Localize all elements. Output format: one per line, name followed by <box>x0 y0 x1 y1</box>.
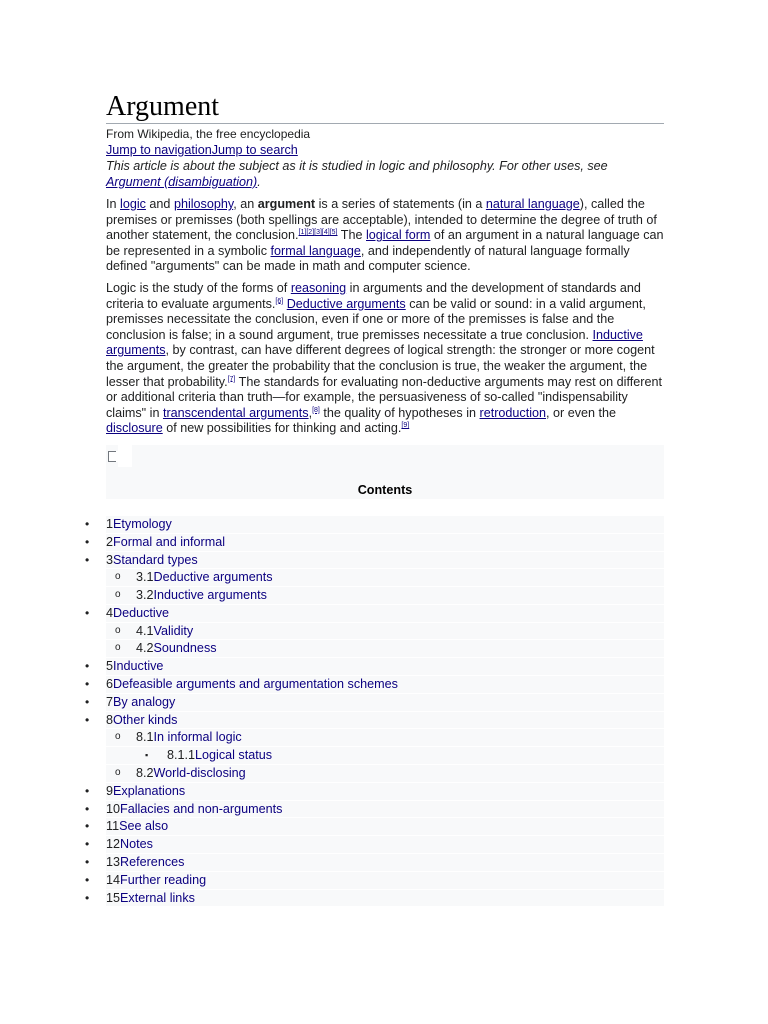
toc-item-label[interactable]: Standard types <box>113 552 198 567</box>
toc-item-label[interactable]: By analogy <box>113 694 176 709</box>
text: of an argument in a natural language can be represented in a symbolic <box>106 228 664 258</box>
toc-item-number: 6 <box>106 677 114 692</box>
circle-bullet-icon: o <box>115 589 121 601</box>
toc-item-number: 9 <box>106 783 114 798</box>
citation-2[interactable]: [2] <box>306 229 315 236</box>
disc-bullet-icon: • <box>85 534 90 549</box>
toc-item-label[interactable]: Inductive arguments <box>153 588 267 603</box>
toc-item[interactable] <box>106 747 664 765</box>
toc-item-number: 3.2 <box>136 588 154 603</box>
toc-item-number: 2 <box>106 534 114 549</box>
toc-item-number: 4 <box>106 605 114 620</box>
intro-paragraph-2 <box>106 281 664 437</box>
toc-item-label[interactable]: Validity <box>153 623 194 638</box>
toc-item-label[interactable]: Notes <box>120 837 153 852</box>
citation-group <box>299 229 338 236</box>
citation-wrap <box>401 422 409 429</box>
circle-bullet-icon: o <box>115 571 121 583</box>
deductive-arguments-link[interactable]: Deductive arguments <box>286 296 406 311</box>
toc-item-number: 8.1 <box>136 730 154 745</box>
hatnote-text: This article is about the subject as it is studied in logic and philosophy. For other uses, see <box>106 159 608 173</box>
toc-item-number: 4.1 <box>136 623 154 638</box>
toc-item-label[interactable]: Fallacies and non-arguments <box>120 801 283 816</box>
toc-list <box>85 516 664 908</box>
text: in arguments and the development of standards and criteria to evaluate arguments. <box>106 280 641 311</box>
citation-1[interactable]: [1] <box>298 229 307 236</box>
text: In <box>106 197 121 211</box>
text: ), called the premises or premisses (both spellings are acceptable), intended to determine the degree of truth of another statement, the conclusion. <box>106 197 657 243</box>
text: , and independently of natural language formally defined "arguments" can be made in math and computer science. <box>106 243 630 274</box>
toc-item[interactable] <box>106 569 664 587</box>
toc-item[interactable] <box>106 587 664 605</box>
transcendental-arguments-link[interactable]: transcendental arguments <box>162 405 309 420</box>
toc-item[interactable] <box>106 640 664 658</box>
text: , <box>308 405 313 420</box>
toc-item[interactable] <box>85 605 664 623</box>
toc-item-label[interactable]: Further reading <box>120 872 207 887</box>
toc-item[interactable] <box>106 729 664 747</box>
circle-bullet-icon: o <box>115 642 121 654</box>
circle-bullet-icon: o <box>115 767 121 779</box>
citation-5[interactable]: [5] <box>329 229 338 236</box>
toc-item-number: 12 <box>106 837 121 852</box>
toc-item-number: 1 <box>106 516 114 531</box>
circle-bullet-icon: o <box>115 624 121 636</box>
toc-item-label[interactable]: See also <box>119 819 169 834</box>
toc-item-number: 11 <box>106 819 120 834</box>
toc-item-label[interactable]: Soundness <box>153 641 217 656</box>
jump-to-navigation-link[interactable]: Jump to navigation <box>106 143 212 157</box>
jump-to-search-link[interactable]: Jump to search <box>211 143 298 157</box>
toc-header <box>106 445 664 499</box>
logical-form-link[interactable]: logical form <box>366 228 431 243</box>
disc-bullet-icon: • <box>85 783 90 798</box>
toc-item[interactable] <box>85 658 664 676</box>
disc-bullet-icon: • <box>85 837 90 852</box>
toc-item-number: 5 <box>106 659 114 674</box>
toc-item-number: 8.1.1 <box>167 748 196 763</box>
toc-item-label[interactable]: World-disclosing <box>153 766 246 781</box>
disc-bullet-icon: • <box>85 872 90 887</box>
toc-item-number: 7 <box>106 694 114 709</box>
toc-item-number: 15 <box>106 890 121 905</box>
natural-language-link[interactable]: natural language <box>485 197 580 211</box>
toc-item[interactable] <box>85 801 664 819</box>
citation-3[interactable]: [3] <box>314 229 322 236</box>
disc-bullet-icon: • <box>85 890 90 905</box>
disc-bullet-icon: • <box>85 819 90 834</box>
toc-item-number: 13 <box>106 855 121 870</box>
toc-item-label[interactable]: Deductive <box>113 605 170 620</box>
toc-item[interactable] <box>85 818 664 836</box>
toc-item-label[interactable]: Other kinds <box>113 712 178 727</box>
toc-item-number: 4.2 <box>136 641 154 656</box>
text: The standards for evaluating non-deductive arguments may rest on different or additional criteria than truth—for example, the persuasiveness of so-called "indispensability claims" in <box>106 374 662 420</box>
toc-item-label[interactable]: Deductive arguments <box>153 570 273 585</box>
text: and <box>145 197 174 211</box>
page-title: Argument <box>106 92 664 124</box>
toc-item[interactable] <box>85 552 664 570</box>
toc-item[interactable] <box>85 783 664 801</box>
text: can be valid or sound: in a valid argument, premisses necessitate the conclusion, even if one or more of the premisses is false and the conclusion is false; in a sound argument, true premisses necessitate a true conclusion. <box>106 296 646 342</box>
bold-term: argument <box>257 197 316 211</box>
text: Logic is the study of the forms of <box>106 280 291 295</box>
citation-9[interactable]: [9] <box>401 422 410 430</box>
disc-bullet-icon: • <box>85 516 90 531</box>
disambiguation-link[interactable]: Argument (disambiguation) <box>106 175 258 189</box>
toc-item[interactable] <box>85 890 664 908</box>
toc-item-label[interactable]: In informal logic <box>153 730 242 745</box>
article <box>85 91 664 907</box>
toc-item[interactable] <box>85 694 664 712</box>
toc-item-number: 10 <box>106 801 121 816</box>
text: the quality of hypotheses in <box>319 405 480 420</box>
toc-toggle-gap <box>118 445 132 467</box>
text: , by contrast, can have different degrees of logical strength: the stronger or more cogent the argument, the greater the probability that the conclusion is true, the weaker the argument, the lesser that probability. <box>106 343 655 389</box>
retroduction-link[interactable]: retroduction <box>479 405 547 420</box>
disc-bullet-icon: • <box>85 677 90 692</box>
circle-bullet-icon: o <box>115 731 121 743</box>
toc-item-number: 3.1 <box>136 570 154 585</box>
toc-item[interactable] <box>85 534 664 552</box>
text: is a series of statements (in a <box>315 197 486 211</box>
hatnote-end: . <box>257 175 261 189</box>
citation-8[interactable]: [8] <box>312 406 320 414</box>
toc-item-label[interactable]: Inductive <box>113 659 164 674</box>
toc-item-number: 8 <box>106 712 114 727</box>
toc-item[interactable] <box>85 712 664 730</box>
toc-item[interactable] <box>85 676 664 694</box>
jump-links <box>106 142 664 158</box>
toc-item-number: 8.2 <box>136 766 154 781</box>
hatnote <box>106 158 664 190</box>
formal-language-link[interactable]: formal language <box>270 243 361 258</box>
toc-item-label[interactable]: Etymology <box>113 516 172 531</box>
text: of new possibilities for thinking and acting. <box>162 421 402 436</box>
citation-4[interactable]: [4] <box>321 229 330 236</box>
text: , an <box>233 197 258 211</box>
logic-link[interactable]: logic <box>120 197 146 211</box>
toc-title: Contents <box>357 482 413 497</box>
philosophy-link[interactable]: philosophy <box>173 197 234 211</box>
disclosure-link[interactable]: disclosure <box>106 421 163 436</box>
citation-wrap <box>312 407 320 414</box>
citation-7[interactable]: [7] <box>227 375 236 383</box>
toc-item[interactable] <box>85 872 664 890</box>
toc-item[interactable] <box>106 765 664 783</box>
disc-bullet-icon: • <box>85 605 90 620</box>
square-bullet-icon: ▪ <box>145 750 149 761</box>
reasoning-link[interactable]: reasoning <box>290 280 347 295</box>
toc-item-label[interactable]: References <box>120 855 185 870</box>
toc-item-label[interactable]: Defeasible arguments and argumentation schemes <box>113 677 398 692</box>
intro-paragraph-1 <box>106 197 664 275</box>
citation-6[interactable]: [6] <box>275 297 284 305</box>
toc-item-number: 14 <box>106 872 121 887</box>
toc-item-label[interactable]: Formal and informal <box>113 534 226 549</box>
disc-bullet-icon: • <box>85 659 90 674</box>
toc-item[interactable] <box>106 623 664 641</box>
site-tagline: From Wikipedia, the free encyclopedia <box>106 127 311 141</box>
disc-bullet-icon: • <box>85 801 90 816</box>
toc-item-label[interactable]: External links <box>120 890 195 905</box>
disc-bullet-icon: • <box>85 694 90 709</box>
toc-item-number: 3 <box>106 552 114 567</box>
text: , or even the <box>546 405 617 420</box>
toc-item-label[interactable]: Explanations <box>113 783 186 798</box>
toc-item[interactable] <box>85 516 664 534</box>
toc-item[interactable] <box>85 854 664 872</box>
text: The <box>337 228 366 243</box>
inductive-arguments-link[interactable]: Inductive arguments <box>106 327 643 358</box>
disc-bullet-icon: • <box>85 552 90 567</box>
disc-bullet-icon: • <box>85 855 90 870</box>
toc-item[interactable] <box>85 836 664 854</box>
toc-item-label[interactable]: Logical status <box>195 748 273 763</box>
disc-bullet-icon: • <box>85 712 90 727</box>
